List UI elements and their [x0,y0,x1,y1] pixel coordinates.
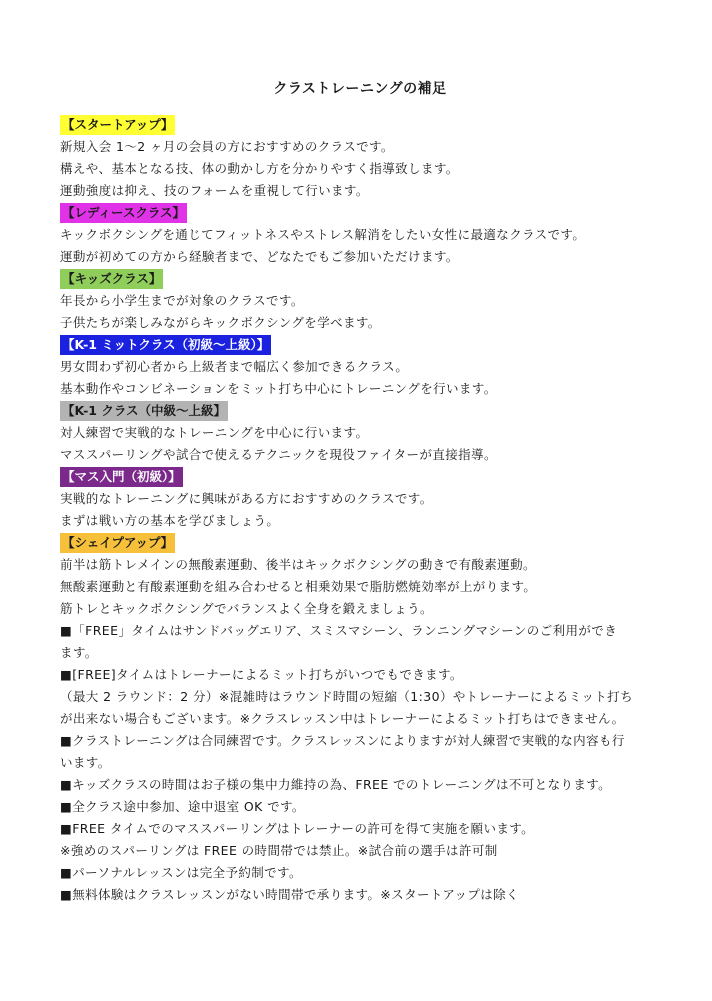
section-text-line: キックボクシングを通じてフィットネスやストレス解消をしたい女性に最適なクラスです。 [60,227,586,242]
section-text-line: 構えや、基本となる技、体の動かし方を分かりやすく指導致します。 [60,161,459,176]
section-text-line: 基本動作やコンビネーションをミット打ち中心にトレーニングを行います。 [60,381,497,396]
note-line: ■無料体験はクラスレッスンがない時間帯で承ります。※スタートアップは除く [60,887,519,902]
note-line: ■FREE タイムでのマススパーリングはトレーナーの許可を得て実施を願います。 [60,821,535,836]
section-text-line: 新規入会 1～2 ヶ月の会員の方におすすめのクラスです。 [60,139,394,154]
note-line: ■全クラス途中参加、途中退室 OK です。 [60,799,305,814]
section-text-line: 無酸素運動と有酸素運動を組み合わせると相乗効果で脂肪燃焼効率が上がります。 [60,579,537,594]
section-text-line: 前半は筋トレメインの無酸素運動、後半はキックボクシングの動きで有酸素運動。 [60,557,536,572]
section-heading: 【レディースクラス】 [60,203,187,223]
section-heading: 【スタートアップ】 [60,115,175,135]
note-line: ます。 [60,645,98,660]
note-line: が出来ない場合もございます。※クラスレッスン中はトレーナーによるミット打ちはできません。 [60,711,625,726]
section-text-line: 子供たちが楽しみながらキックボクシングを学べます。 [60,315,381,330]
document-page [60,78,660,906]
note-line: ■キッズクラスの時間はお子様の集中力維持の為、FREE でのトレーニングは不可となります。 [60,777,612,792]
section-text-line: 実戦的なトレーニングに興味がある方におすすめのクラスです。 [60,491,433,506]
section-text-line: 運動強度は抑え、技のフォームを重視して行います。 [60,183,369,198]
note-line: ■パーソナルレッスンは完全予約制です。 [60,865,302,880]
section-text-line: マススパーリングや試合で使えるテクニックを現役ファイターが直接指導。 [60,447,497,462]
section-heading: 【K-1 クラス（中級～上級】 [60,401,228,421]
note-line: ■「FREE」タイムはサンドバッグエリア、スミスマシーン、ランニングマシーンのご利用ができ [60,623,618,638]
page-title: クラストレーニングの補足 [273,81,447,97]
section-text-line: まずは戦い方の基本を学びましょう。 [60,513,280,528]
note-line: います。 [60,755,111,770]
section-text-line: 筋トレとキックボクシングでバランスよく全身を鍛えましょう。 [60,601,433,616]
note-line: （最大 2 ラウンド：2 分）※混雑時はラウンド時間の短縮（1:30）やトレーナーによるミット打ち [60,689,633,704]
section-text-line: 対人練習で実戦的なトレーニングを中心に行います。 [60,425,369,440]
section-text-line: 男女問わず初心者から上級者まで幅広く参加できるクラス。 [60,359,409,374]
section-heading: 【マス入門（初級）】 [60,467,183,487]
note-line: ■[FREE]タイムはトレーナーによるミット打ちがいつでもできます。 [60,667,463,682]
note-line: ※強めのスパーリングは FREE の時間帯では禁止。※試合前の選手は許可制 [60,843,498,858]
section-heading: 【K-1 ミットクラス（初級～上級）】 [60,335,271,355]
class-sections [60,114,660,620]
section-text-line: 年長から小学生までが対象のクラスです。 [60,293,304,308]
class-section [60,532,660,620]
section-heading: 【シェイプアップ】 [60,533,175,553]
class-section [60,334,660,400]
class-section [60,202,660,268]
section-heading: 【キッズクラス】 [60,269,163,289]
class-section [60,268,660,334]
notes-list [60,620,660,906]
class-section [60,114,660,202]
class-section [60,466,660,532]
section-text-line: 運動が初めての方から経験者まで、どなたでもご参加いただけます。 [60,249,459,264]
class-section [60,400,660,466]
note-line: ■クラストレーニングは合同練習です。クラスレッスンによりますが対人練習で実戦的な内容も行 [60,733,625,748]
